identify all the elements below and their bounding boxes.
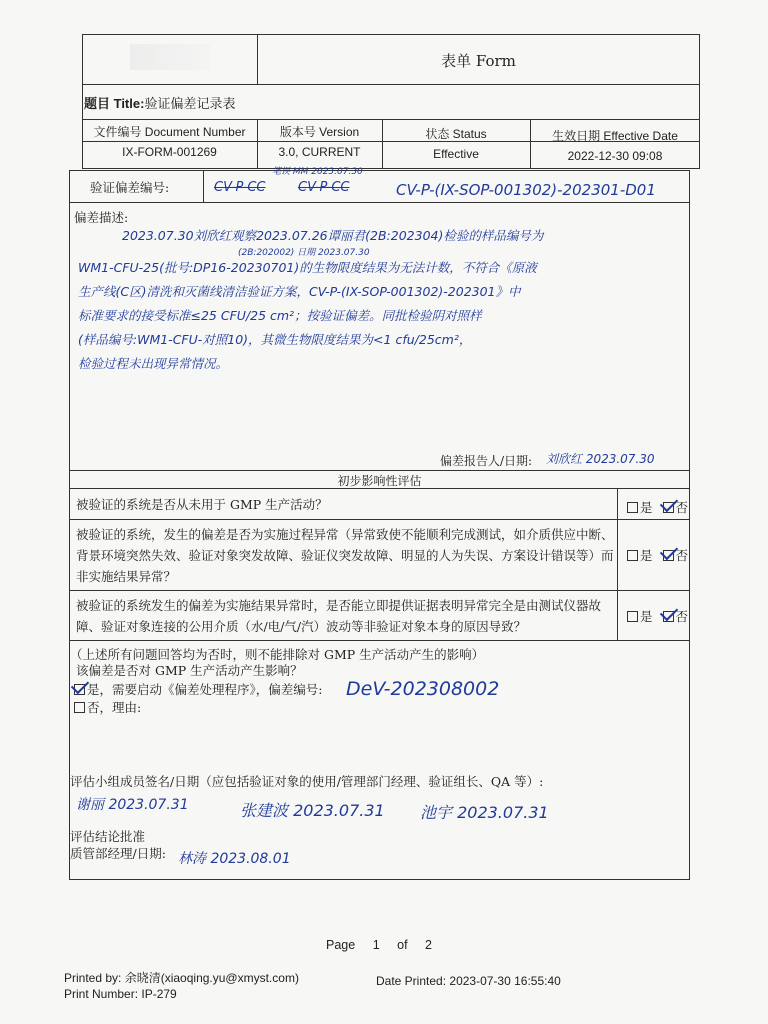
question-2: 被验证的系统，发生的偏差是否为实施过程异常（异常致使不能顺利完成测试，如介质供应中断、背景环境突然失效、验证对象突发故障、验证仪突发故障、明显的人为失误、方案设计错误等）而非实施结果异常？	[76, 527, 614, 584]
question-1-answer	[627, 498, 688, 516]
description-line: 2023.07.30刘欣红观察2023.07.26谭丽君(2B:202304)检验的样品编号为	[122, 228, 544, 243]
yes-label: 是	[640, 609, 653, 624]
effective-date-label: 生效日期 Effective Date	[552, 129, 678, 143]
page-total: 2	[425, 938, 432, 952]
date-printed	[376, 974, 561, 988]
effective-date-value: 2022-12-30 09:08	[567, 149, 663, 163]
print-number-value: IP-279	[141, 987, 177, 1001]
title-value: 验证偏差记录表	[144, 97, 236, 112]
qa-manager-label: 质管部经理/日期:	[70, 846, 166, 861]
version-value: 3.0, CURRENT	[278, 145, 361, 159]
status-value: Effective	[433, 147, 479, 161]
team-signature-2: 张建波 2023.07.31	[240, 801, 385, 820]
question-1: 被验证的系统是否从未用于 GMP 生产活动？	[76, 497, 328, 512]
reporter-signature: 刘欣红 2023.07.30	[546, 452, 655, 466]
form-label: 表单 Form	[441, 52, 516, 70]
no-label: 否	[675, 548, 689, 563]
question-3-no-checkbox[interactable]	[663, 611, 674, 622]
yes-option-label: 是，需要启动《偏差处理程序》，偏差编号:	[87, 682, 323, 697]
yes-label: 是	[640, 548, 653, 563]
question-3: 被验证的系统发生的偏差为实施结果异常时，是否能立即提供证据表明异常完全是由测试仪器故障、验证对象连接的公用介质（水/电/气/汽）波动等非验证对象本身的原因导致？	[76, 598, 602, 634]
team-signature-label: 评估小组成员签名/日期（应包括验证对象的使用/管理部门经理、验证组长、QA 等）:	[70, 774, 544, 789]
doc-number-value: IX-FORM-001269	[122, 145, 217, 159]
description-line: 标准要求的接受标准≤25 CFU/25 cm²；按验证偏差。同批检验阴对照样	[78, 308, 482, 323]
print-number	[64, 987, 177, 1001]
page-current: 1	[372, 938, 380, 952]
approval-label: 评估结论批准	[70, 829, 146, 844]
print-number-label: Print Number:	[64, 987, 139, 1001]
no-label: 否	[675, 609, 689, 624]
correction-note: 笔误 MM 2023.07.30	[272, 167, 363, 177]
doc-number-label: 文件编号 Document Number	[93, 125, 246, 139]
page-word: Page	[326, 938, 356, 952]
date-printed-label: Date Printed:	[376, 974, 447, 988]
inline-note: (2B:202002) 日期 2023.07.30	[238, 248, 370, 258]
printed-by-value: 余晓清(xiaoqing.yu@xmyst.com)	[124, 971, 299, 985]
question-2-yes-checkbox[interactable]	[627, 550, 638, 561]
title-row	[84, 93, 235, 112]
yes-label: 是	[640, 500, 653, 515]
yes-option-row	[74, 680, 322, 698]
question-3-yes-checkbox[interactable]	[627, 611, 638, 622]
assessment-title: 初步影响性评估	[337, 474, 422, 488]
version-label: 版本号 Version	[279, 125, 360, 139]
team-signature-3: 池宇 2023.07.31	[420, 803, 549, 822]
deviation-number-label: 验证偏差编号:	[90, 180, 170, 195]
no-option-row	[74, 698, 141, 716]
reporter-label: 偏差报告人/日期:	[440, 454, 533, 468]
conclusion-question: 该偏差是否对 GMP 生产活动产生影响？	[76, 663, 303, 678]
description-line: (样品编号:WM1-CFU-对照10)，其微生物限度结果为<1 cfu/25cm²，	[78, 332, 472, 347]
struck-number-2: CV-P-CC	[298, 180, 350, 195]
printed-by	[64, 969, 299, 986]
deviation-number-value: CV-P-(IX-SOP-001302)-202301-D01	[396, 181, 656, 199]
date-printed-value: 2023-07-30 16:55:40	[449, 974, 561, 988]
logo-placeholder	[130, 44, 210, 70]
description-line: WM1-CFU-25(批号:DP16-20230701)的生物限度结果为无法计数，不符合《原液	[78, 260, 537, 275]
struck-number-1: CV-P-CC	[214, 180, 266, 195]
status-label: 状态 Status	[425, 127, 487, 141]
question-3-answer	[627, 607, 688, 625]
deviation-id: DeV-202308002	[346, 678, 500, 700]
no-label: 否	[675, 500, 689, 515]
description-line: 生产线(C区)清洗和灭菌线清洁验证方案，CV-P-(IX-SOP-001302)-202301》中	[78, 284, 521, 299]
conclusion-note: （上述所有问题回答均为否时，则不能排除对 GMP 生产活动产生的影响）	[70, 647, 485, 662]
team-signature-1: 谢丽 2023.07.31	[76, 797, 189, 813]
of-word: of	[397, 938, 408, 952]
page-indicator	[326, 938, 432, 952]
description-label: 偏差描述:	[74, 210, 129, 225]
no-impact-checkbox[interactable]	[74, 702, 85, 713]
description-line: 检验过程未出现异常情况。	[78, 356, 229, 371]
title-label: 题目 Title:	[84, 96, 145, 111]
printed-by-label: Printed by:	[64, 971, 122, 985]
start-deviation-checkbox[interactable]	[74, 684, 85, 695]
no-option-label: 否，理由:	[87, 700, 142, 715]
question-1-yes-checkbox[interactable]	[627, 502, 638, 513]
question-1-no-checkbox[interactable]	[663, 502, 674, 513]
question-2-no-checkbox[interactable]	[663, 550, 674, 561]
qa-manager-signature: 林涛 2023.08.01	[178, 851, 291, 867]
question-2-answer	[627, 546, 688, 564]
